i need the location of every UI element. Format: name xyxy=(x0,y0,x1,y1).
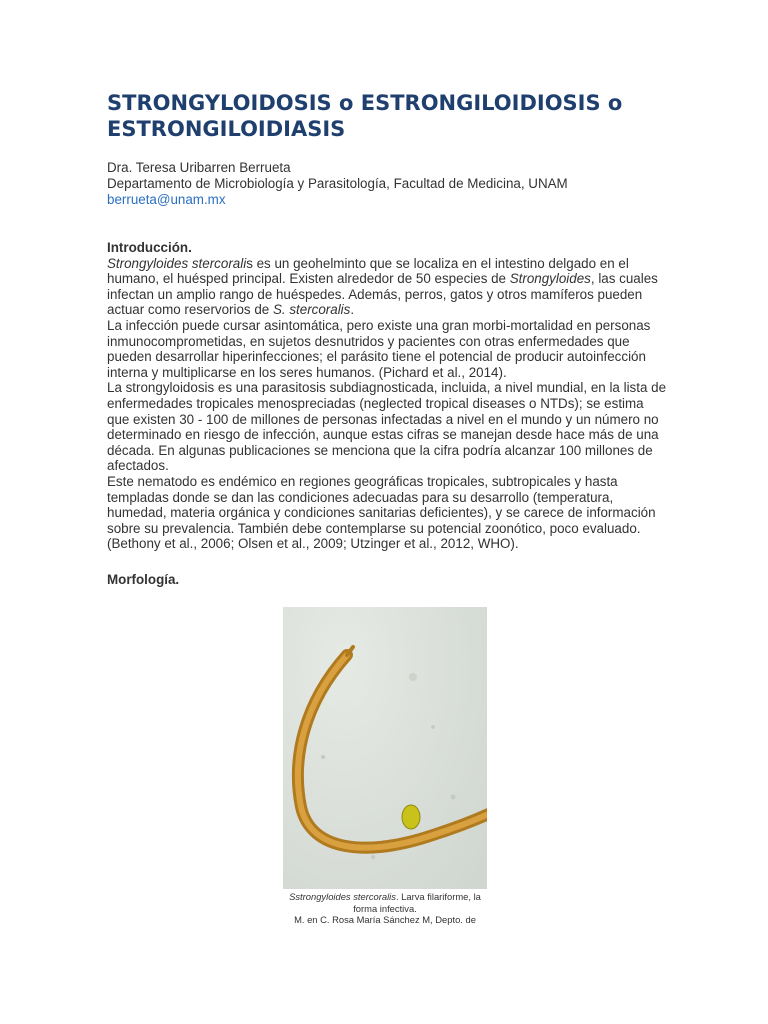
author-affiliation: Departamento de Microbiología y Parasitología, Facultad de Medicina, UNAM xyxy=(107,176,568,191)
intro-paragraph-2: La infección puede cursar asintomática, pero existe una gran morbi-mortalidad en personas inmunocomprometidas, en sujetos desnutridos y pacientes con otras enfermedades que pueden desarrollar hiperinfecciones; el parásito tiene el potencial de producir autoinfección interna y multiplicarse en los seres humanos. (Pichard et al., 2014). xyxy=(107,317,651,380)
intro-paragraph-4: Este nematodo es endémico en regiones geográficas tropicales, subtropicales y hasta templadas donde se dan las condiciones adecuadas para su desarrollo (temperatura, humedad, materia orgánica y condiciones sanitarias deficientes), y se carece de información sobre su prevalencia. También debe contemplarse su potencial zoonótico, poco evaluado. (Bethony et al., 2006; Olsen et al., 2009; Utzinger et al., 2012, WHO). xyxy=(107,473,656,552)
species-name: Strongyloides stercorali xyxy=(107,255,247,271)
intro-paragraph-1 xyxy=(107,256,667,318)
figure xyxy=(283,607,487,926)
intro-paragraph-3: La strongyloidosis es una parasitosis subdiagnosticada, incluida, a nivel mundial, en la lista de enfermedades tropicales menospreciadas (neglected tropical diseases o NTDs); se estima que existen 30 - 100 de millones de personas infectadas a nivel en el mundo y un número no determinado en riesgo de infección, aunque estas cifras se manejan desde hace más de una década. En algunas publicaciones se menciona que la cifra podría alcanzar 100 millones de afectados. xyxy=(107,380,667,474)
genus-name: Strongyloides xyxy=(509,271,591,287)
author-name: Dra. Teresa Uribarren Berrueta xyxy=(107,160,291,175)
author-email-link[interactable]: berrueta@unam.mx xyxy=(107,192,226,207)
page-title: STRONGYLOIDOSIS o ESTRONGILOIDIOSIS o ESTRONGILOIDIASIS xyxy=(107,91,623,141)
caption-credit: M. en C. Rosa María Sánchez M, Depto. de xyxy=(294,914,476,926)
intro-text: . xyxy=(350,302,355,318)
figure-caption xyxy=(283,891,487,926)
intro-heading: Introducción. xyxy=(107,240,192,255)
author-block xyxy=(107,160,568,208)
larva-micrograph xyxy=(283,607,487,889)
intro-text: , las cuales infectan un amplio rango de huéspedes. Además, perros, gatos y otros mamíferos pueden actuar como reservorios de xyxy=(107,271,658,318)
caption-text: . Larva filariforme, la forma infectiva. xyxy=(353,891,481,914)
caption-species: Sstrongyloides stercoralis xyxy=(289,891,396,902)
species-abbrev: S. stercoralis xyxy=(272,302,351,318)
introduction-section xyxy=(107,240,667,552)
larva-illustration xyxy=(283,607,487,889)
intro-text: s es un geohelminto que se localiza en el intestino delgado en el humano, el huésped principal. Existen alrededor de 50 especies de xyxy=(107,255,629,287)
morphology-heading: Morfología. xyxy=(107,572,180,587)
